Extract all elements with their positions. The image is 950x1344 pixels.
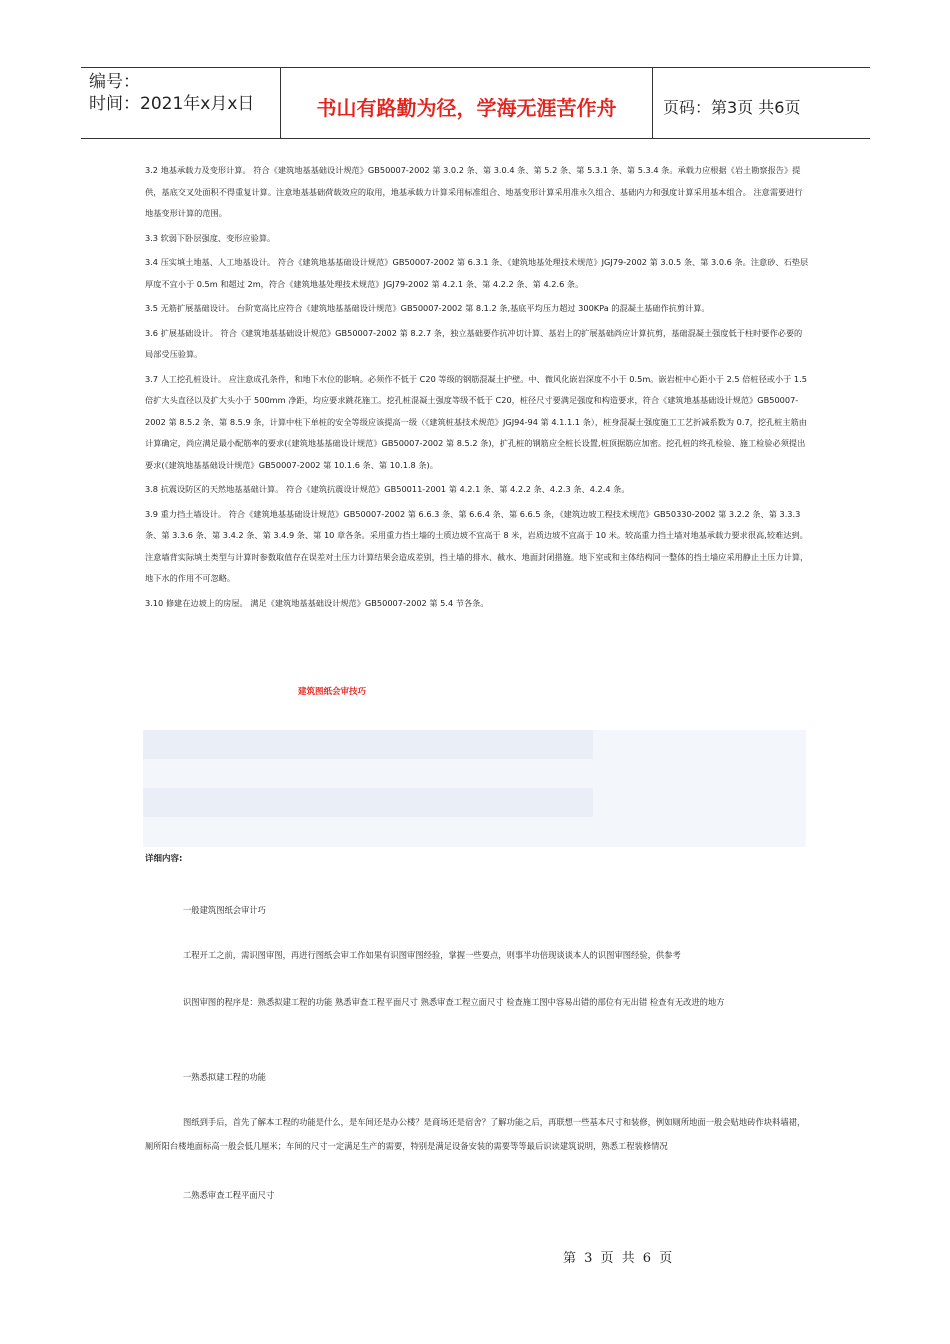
- info-box: [143, 730, 806, 847]
- document-number-label: 编号：: [89, 72, 140, 92]
- detail-paragraph: [145, 1110, 810, 1158]
- detail-paragraph: [145, 990, 810, 1014]
- detail-paragraph: [145, 1065, 810, 1089]
- detail-label: 详细内容:: [145, 854, 183, 864]
- detail-paragraph: [145, 1183, 810, 1207]
- page-header: [81, 67, 870, 139]
- document-time-label: 时间：2021年x月x日: [89, 94, 255, 114]
- body-paragraph: 3.6 扩展基础设计。 符合《建筑地基基础设计规范》GB50007-2002 第 8.2.7 条，独立基础要作抗冲切计算、基岩上的扩展基础尚应计算抗剪，基础混凝土强度低于柱时要作必要的局部受压验算。: [145, 327, 803, 359]
- detail-paragraph: [145, 898, 810, 922]
- header-motto: 书山有路勤为径，学海无涯苦作舟: [281, 68, 653, 138]
- info-box-row: [143, 788, 593, 817]
- detail-paragraph-text: 工程开工之前，需识图审图，再进行图纸会审工作如果有识图审图经验，掌握一些要点，则事半功倍现谈谈本人的识图审图经验，供参考: [183, 950, 681, 960]
- page-footer: 第 3 页 共 6 页: [563, 1251, 673, 1266]
- info-box-row: [143, 730, 593, 759]
- detail-paragraph-text: 一熟悉拟建工程的功能: [183, 1072, 266, 1082]
- body-paragraph: 3.8 抗震设防区的天然地基基础计算。 符合《建筑抗震设计规范》GB50011-2001 第 4.2.1 条、第 4.2.2 条、4.2.3 条、4.2.4 条。: [145, 484, 630, 494]
- body-paragraph: 3.7 人工挖孔桩设计。 应注意成孔条件，和地下水位的影响。必须作不低于 C20 等级的钢筋混凝土护壁。中、微风化嵌岩深度不小于 0.5m。嵌岩桩中心距小于 2.5 倍桩径或小于 1.5 倍扩大头直径以及扩大头小于 500mm 净距，均应要求跳花施工。挖孔桩混凝土强度等级不低于 C20，桩径尺寸要满足强度和构造要求，符合《建筑地基基础设计规范》GB50007-2002 第 8.5.2 条、第 8.5.9 条，计算中柱下单桩的安全等级应该提高一级（《建筑桩基技术规范》JGJ94-94 第 4.1.1.1 条），桩身混凝土强度施工工艺折减系数为 0.7，挖孔桩主筋由计算确定，尚应满足最小配筋率的要求(《建筑地基基础设计规范》GB50007-2002 第 8.5.2 条)，扩孔桩的钢筋应全桩长设置,桩顶据筋应加密。挖孔桩的终孔检验、施工检验必须提出要求(《建筑地基基础设计规范》GB50007-2002 第 10.1.6 条、第 10.1.8 条)。: [145, 373, 807, 470]
- body-paragraph: 3.4 压实填土地基、人工地基设计。 符合《建筑地基基础设计规范》GB50007-2002 第 6.3.1 条、《建筑地基处理技术规范》JGJ79-2002 第 3.0.5 条、第 3.0.6 条。注意砂、石垫层厚度不宜小于 0.5m 和超过 2m，符合《建筑地基处理技术规范》JGJ79-2002 第 4.2.1 条、第 4.2.2 条、第 4.2.6 条。: [145, 257, 809, 289]
- body-paragraph: 3.9 重力挡土墙设计。 符合《建筑地基基础设计规范》GB50007-2002 第 6.6.3 条、第 6.6.4 条、第 6.6.5 条，《建筑边坡工程技术规范》GB50330-2002 第 3.2.2 条、第 3.3.3 条、第 3.3.6 条、第 3.4.2 条、第 3.4.9 条、第 10 章各条。采用重力挡土墙的土质边坡不宜高于 8 米，岩质边坡不宜高于 10 米。较高重力挡土墙对地基承载力要求很高,较难达到。注意墙背实际填土类型与计算时参数取值存在误差对土压力计算结果会造成差别，挡土墙的排水、截水、地面封闭措施。地下室或和主体结构同一整体的挡土墙应采用静止土压力计算，地下水的作用不可忽略。: [145, 508, 809, 583]
- detail-paragraph: [145, 943, 810, 967]
- body-paragraph: 3.5 无筋扩展基础设计。 台阶宽高比应符合《建筑地基基础设计规范》GB50007-2002 第 8.1.2 条,基底平均压力超过 300KPa 的混凝土基础作抗剪计算。: [145, 303, 710, 313]
- detail-paragraph-text: 二熟悉审查工程平面尺寸: [183, 1190, 275, 1200]
- header-meta: [81, 68, 281, 138]
- detail-paragraph-text: 图纸到手后，首先了解本工程的功能是什么，是车间还是办公楼？是商场还是宿舍？了解功能之后，再联想一些基本尺寸和装修，例如厕所地面一般会贴地砖作块料墙裙，厕所阳台楼地面标高一般会低几厘米；车间的尺寸一定满足生产的需要，特别是满足设备安装的需要等等最后识读建筑说明，熟悉工程装修情况: [145, 1117, 806, 1151]
- header-page-label: 页码：第3页 共6页: [663, 97, 801, 117]
- section-title: 建筑图纸会审技巧: [298, 687, 367, 697]
- detail-paragraph-text: 一般建筑图纸会审计巧: [183, 905, 266, 915]
- body-paragraph: 3.3 软弱下卧层强度、变形应验算。: [145, 232, 276, 243]
- detail-paragraph-text: 识图审图的程序是：熟悉拟建工程的功能 熟悉审查工程平面尺寸 熟悉审查工程立面尺寸 检查施工图中容易出错的部位有无出错 检查有无改进的地方: [183, 997, 725, 1007]
- body-section: [145, 160, 810, 617]
- body-paragraph: 3.2 地基承载力及变形计算。 符合《建筑地基基础设计规范》GB50007-2002 第 3.0.2 条、第 3.0.4 条、第 5.2 条、第 5.3.1 条、第 5.3.4 条。承载力应根据《岩土勘察报告》提供，基底交叉处面积不得重复计算。注意地基基础荷载效应的取用，地基承载力计算采用标准组合、地基变形计算采用准永久组合、基础内力和强度计算采用基本组合。 注意需要进行地基变形计算的范围。: [145, 165, 803, 218]
- body-paragraph: 3.10 修建在边坡上的房屋。 满足《建筑地基基础设计规范》GB50007-2002 第 5.4 节各条。: [145, 597, 489, 608]
